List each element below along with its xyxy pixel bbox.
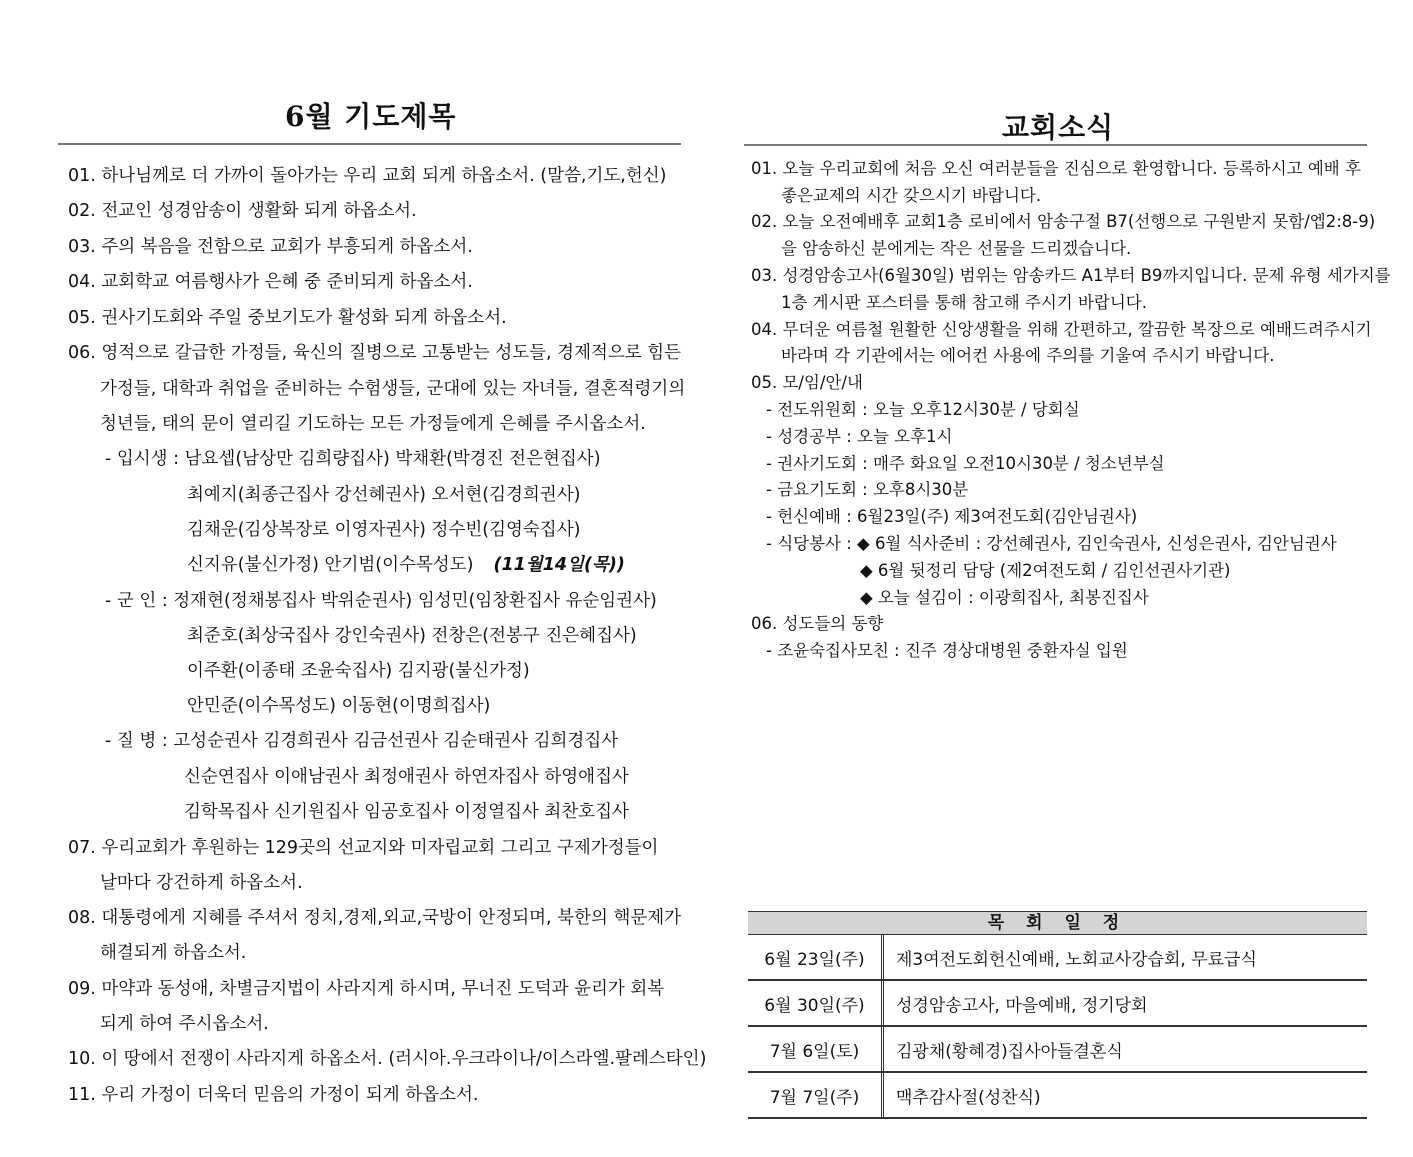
- schedule-date: 7월 7일(주): [748, 1073, 884, 1117]
- exam-students-cont: 김채운(김상복장로 이영자권사) 정수빈(김영숙집사): [187, 520, 581, 540]
- schedule-row: [748, 1027, 1367, 1073]
- news-item-06: 06. 성도들의 동향: [751, 614, 884, 633]
- prayer-item-10: 10. 이 땅에서 전쟁이 사라지게 하옵소서. (러시아.우크라이나/이스라엘.팔레스타인): [68, 1049, 707, 1069]
- schedule-title: 목 회 일 정: [748, 911, 1367, 935]
- prayer-title: 6월 기도제목: [285, 100, 457, 133]
- news-title: 교회소식: [1002, 111, 1115, 144]
- prayer-item-07: 07. 우리교회가 후원하는 129곳의 선교지와 미자립교회 그리고 구제가정들이: [68, 838, 659, 858]
- prayer-item-03: 03. 주의 복음을 전함으로 교회가 부흥되게 하옵소서.: [68, 237, 473, 257]
- soldiers-cont: 이주환(이종태 조윤숙집사) 김지광(불신가정): [187, 661, 530, 681]
- exam-students: - 입시생 : 남요셉(남상만 김희량집사) 박채환(박경진 전은현집사): [105, 449, 601, 469]
- schedule-row: [748, 1073, 1367, 1119]
- news-item-02-cont: 을 암송하신 분에게는 작은 선물을 드리겠습니다.: [781, 239, 1132, 258]
- prayer-item-08-cont: 해결되게 하옵소서.: [100, 943, 247, 963]
- exam-students-cont: 최예지(최종근집사 강선혜권사) 오서현(김경희권사): [187, 485, 581, 505]
- meeting-bible-study: - 성경공부 : 오늘 오후1시: [766, 427, 953, 446]
- illness: - 질 병 : 고성순권사 김경희권사 김금선권사 김순태권사 김희경집사: [105, 731, 619, 751]
- news-item-02: 02. 오늘 오전예배후 교회1층 로비에서 암송구절 B7(선행으로 구원받지 못함/엡2:8-9): [751, 212, 1376, 231]
- schedule-event: 제3여전도회헌신예배, 노회교사강습회, 무료급식: [896, 949, 1257, 970]
- schedule-event: 김광채(황혜경)집사아들결혼식: [896, 1041, 1123, 1062]
- prayer-item-06: 06. 영적으로 갈급한 가정들, 육신의 질병으로 고통받는 성도들, 경제적으로 힘든: [68, 343, 682, 363]
- prayer-item-11: 11. 우리 가정이 더욱더 믿음의 가정이 되게 하옵소서.: [68, 1085, 479, 1105]
- schedule-date: 6월 30일(주): [748, 981, 884, 1025]
- prayer-item-09-cont: 되게 하여 주시옵소서.: [100, 1014, 269, 1034]
- meeting-friday-prayer: - 금요기도회 : 오후8시30분: [766, 480, 969, 499]
- news-item-05: 05. 모/임/안/내: [751, 373, 863, 392]
- meeting-deaconess-prayer: - 권사기도회 : 매주 화요일 오전10시30분 / 청소년부실: [766, 454, 1165, 473]
- news-title-rule: [744, 144, 1367, 146]
- schedule-event: 맥추감사절(성찬식): [896, 1087, 1041, 1108]
- prayer-item-08: 08. 대통령에게 지혜를 주셔서 정치,경제,외교,국방이 안정되며, 북한의 핵문제가: [68, 908, 682, 928]
- schedule-date: 7월 6일(토): [748, 1027, 884, 1071]
- exam-students-text: 신지유(불신가정) 안기범(이수목성도): [187, 555, 474, 575]
- prayer-item-07-cont: 날마다 강건하게 하옵소서.: [100, 873, 303, 893]
- exam-date: (11월14일(목)): [493, 555, 625, 575]
- prayer-item-01: 01. 하나님께로 더 가까이 돌아가는 우리 교회 되게 하옵소서. (말씀,기도,헌신): [68, 166, 667, 186]
- news-item-01-cont: 좋은교제의 시간 갖으시기 바랍니다.: [781, 186, 1042, 205]
- schedule-date: 6월 23일(주): [748, 935, 884, 979]
- meeting-kitchen-service: - 식당봉사 : ◆ 6월 식사준비 : 강선혜권사, 김인숙권사, 신성은권사, 김안님권사: [766, 534, 1337, 553]
- prayer-item-06-cont: 청년들, 태의 문이 열리길 기도하는 모든 가정들에게 은혜를 주시옵소서.: [100, 414, 646, 434]
- soldiers-cont: 안민준(이수목성도) 이동현(이명희집사): [187, 696, 491, 716]
- schedule-row: [748, 981, 1367, 1027]
- prayer-item-05: 05. 권사기도회와 주일 중보기도가 활성화 되게 하옵소서.: [68, 308, 507, 328]
- soldiers-cont: 최준호(최상국집사 강인숙권사) 전창은(전봉구 진은혜집사): [187, 626, 637, 646]
- member-news: - 조윤숙집사모친 : 진주 경상대병원 중환자실 입원: [766, 641, 1128, 660]
- kitchen-cleanup: ◆ 6월 뒷정리 담당 (제2여전도회 / 김인선권사기관): [860, 561, 1231, 580]
- schedule-row: [748, 935, 1367, 981]
- prayer-item-02: 02. 전교인 성경암송이 생활화 되게 하옵소서.: [68, 201, 417, 221]
- prayer-item-06-cont: 가정들, 대학과 취업을 준비하는 수험생들, 군대에 있는 자녀들, 결혼적령기의: [100, 379, 686, 399]
- kitchen-today: ◆ 오늘 설김이 : 이광희집사, 최봉진집사: [860, 588, 1149, 607]
- illness-cont: 김학목집사 신기원집사 임공호집사 이정열집사 최찬호집사: [184, 802, 629, 822]
- news-item-04-cont: 바라며 각 기관에서는 에어컨 사용에 주의를 기울여 주시기 바랍니다.: [781, 346, 1275, 365]
- news-item-03-cont: 1층 게시판 포스터를 통해 참고해 주시기 바랍니다.: [781, 293, 1147, 312]
- schedule-table: [748, 911, 1367, 1119]
- meeting-dedication-service: - 헌신예배 : 6월23일(주) 제3여전도회(김안님권사): [766, 507, 1138, 526]
- prayer-item-04: 04. 교회학교 여름행사가 은혜 중 준비되게 하옵소서.: [68, 272, 473, 292]
- news-item-01: 01. 오늘 우리교회에 처음 오신 여러분들을 진심으로 환영합니다. 등록하시고 예배 후: [751, 159, 1361, 178]
- news-item-04: 04. 무더운 여름철 원활한 신앙생활을 위해 간편하고, 깔끔한 복장으로 예배드려주시기: [751, 320, 1372, 339]
- schedule-event: 성경암송고사, 마을예배, 정기당회: [896, 995, 1148, 1016]
- prayer-item-09: 09. 마약과 동성애, 차별금지법이 사라지게 하시며, 무너진 도덕과 윤리가 회복: [68, 979, 665, 999]
- soldiers: - 군 인 : 정재현(정채봉집사 박위순권사) 임성민(임창환집사 유순임권사): [105, 591, 657, 611]
- news-item-03: 03. 성경암송고사(6월30일) 범위는 암송카드 A1부터 B9까지입니다. 문제 유형 세가지를: [751, 266, 1391, 285]
- exam-students-cont: [187, 551, 625, 576]
- prayer-title-rule: [58, 143, 681, 145]
- meeting-evangelism: - 전도위원회 : 오늘 오후12시30분 / 당회실: [766, 400, 1080, 419]
- illness-cont: 신순연집사 이애남권사 최정애권사 하연자집사 하영애집사: [184, 767, 629, 787]
